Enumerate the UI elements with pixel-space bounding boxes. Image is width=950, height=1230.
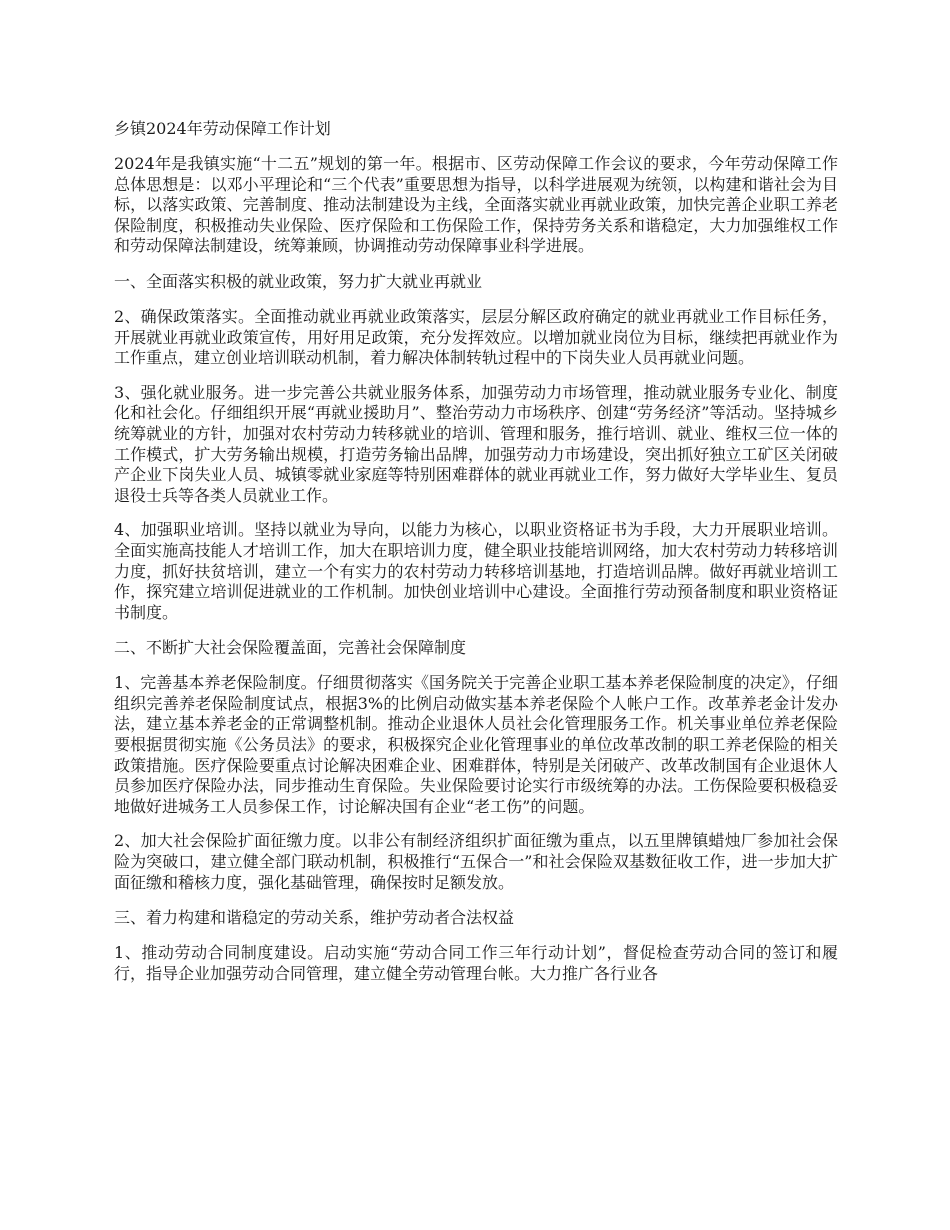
intro-paragraph: 2024年是我镇实施“十二五”规划的第一年。根据市、区劳动保障工作会议的要求，今年劳动保障工作总体思想是：以邓小平理论和“三个代表”重要思想为指导，以科学进展观为统领，以构建和谐社会为目标，以落实政策、完善制度、推动法制建设为主线，全面落实就业再就业政策，加快完善企业职工养老保险制度，积极推动失业保险、医疗保险和工伤保险工作，保持劳务关系和谐稳定，大力加强维权工作和劳动保障法制建设，统筹兼顾，协调推动劳动保障事业科学进展。: [114, 154, 838, 256]
paragraph-employment-service: 3、强化就业服务。进一步完善公共就业服务体系，加强劳动力市场管理，推动就业服务专业化、制度化和社会化。仔细组织开展“再就业援助月”、整治劳动力市场秩序、创建“劳务经济”等活动。坚持城乡统筹就业的方针，加强对农村劳动力转移就业的培训、管理和服务，推行培训、就业、维权三位一体的工作模式，扩大劳务输出规模，打造劳务输出品牌，加强劳动力市场建设，突出抓好独立工矿区关闭破产企业下岗失业人员、城镇零就业家庭等特别困难群体的就业再就业工作，努力做好大学毕业生、复员退役士兵等各类人员就业工作。: [114, 382, 838, 505]
paragraph-insurance-collection: 2、加大社会保险扩面征缴力度。以非公有制经济组织扩面征缴为重点，以五里牌镇蜡烛厂参加社会保险为突破口，建立健全部门联动机制，积极推行“五保合一”和社会保险双基数征收工作，进一步加大扩面征缴和稽核力度，强化基础管理，确保按时足额发放。: [114, 831, 838, 892]
section-heading-1: 一、全面落实积极的就业政策，努力扩大就业再就业: [114, 271, 483, 291]
paragraph-policy-implementation: 2、确保政策落实。全面推动就业再就业政策落实，层层分解区政府确定的就业再就业工作目标任务，开展就业再就业政策宣传，用好用足政策，充分发挥效应。以增加就业岗位为目标，继续把再就业作为工作重点，建立创业培训联动机制，着力解决体制转轨过程中的下岗失业人员再就业问题。: [114, 306, 838, 368]
paragraph-vocational-training: 4、加强职业培训。坚持以就业为导向，以能力为核心，以职业资格证书为手段，大力开展职业培训。全面实施高技能人才培训工作，加大在职培训力度，健全职业技能培训网络，加大农村劳动力转移培训力度，抓好扶贫培训，建立一个有实力的农村劳动力转移培训基地，打造培训品牌。做好再就业培训工作，探究建立培训促进就业的工作机制。加快创业培训中心建设。全面推行劳动预备制度和职业资格证书制度。: [114, 520, 838, 622]
document-page: [114, 118, 838, 998]
section-heading-2: 二、不断扩大社会保险覆盖面，完善社会保障制度: [114, 638, 467, 658]
document-title: 乡镇2024年劳动保障工作计划: [114, 119, 331, 138]
section-heading-3: 三、着力构建和谐稳定的劳动关系，维护劳动者合法权益: [114, 908, 515, 928]
paragraph-pension-insurance: 1、完善基本养老保险制度。仔细贯彻落实《国务院关于完善企业职工基本养老保险制度的决定》，仔细组织完善养老保险制度试点，根据3%的比例启动做实基本养老保险个人帐户工作。改革养老金计发办法，建立基本养老金的正常调整机制。推动企业退休人员社会化管理服务工作。机关事业单位养老保险要根据贯彻实施《公务员法》的要求，积极探究企业化管理事业的单位改革改制的职工养老保险的相关政策措施。医疗保险要重点讨论解决困难企业、困难群体，特别是关闭破产、改革改制国有企业退休人员参加医疗保险办法，同步推动生育保险。失业保险要讨论实行市级统筹的办法。工伤保险要积极稳妥地做好进城务工人员参保工作，讨论解决国有企业“老工伤”的问题。: [114, 673, 838, 816]
paragraph-labor-contract: 1、推动劳动合同制度建设。启动实施“劳动合同工作三年行动计划”，督促检查劳动合同的签订和履行，指导企业加强劳动合同管理，建立健全劳动管理台帐。大力推广各行业各: [114, 943, 838, 983]
